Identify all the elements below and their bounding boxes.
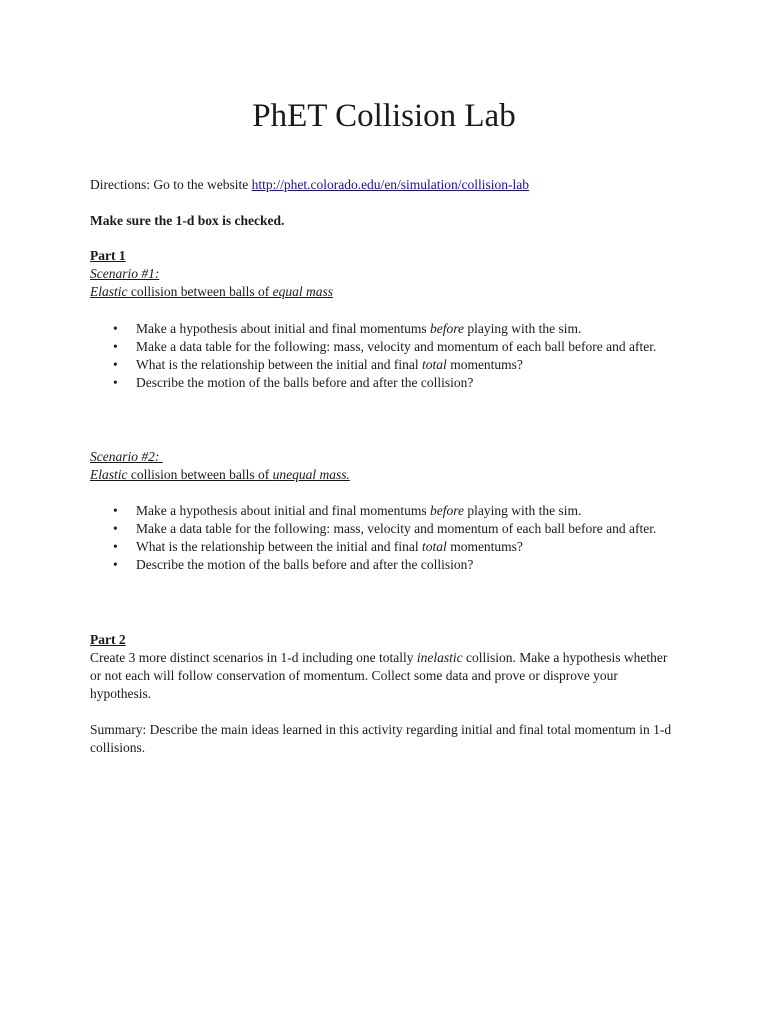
list-item: • Make a data table for the following: mass, velocity and momentum of each ball before and after. <box>90 338 680 356</box>
website-link[interactable]: http://phet.colorado.edu/en/simulation/collision-lab <box>251 177 530 192</box>
scenario2-bullet-list <box>90 502 680 574</box>
list-item: • Make a hypothesis about initial and final momentums before playing with the sim. <box>90 502 680 520</box>
list-item: • What is the relationship between the initial and final total momentums? <box>90 356 680 374</box>
list-item: • Make a data table for the following: mass, velocity and momentum of each ball before and after. <box>90 520 680 538</box>
scenario1-description: Elastic collision between balls of equal mass <box>90 284 333 299</box>
summary-paragraph: Summary: Describe the main ideas learned in this activity regarding initial and final total momentum in 1-d collisions. <box>90 722 672 755</box>
part1-heading: Part 1 <box>90 248 126 263</box>
part2-heading: Part 2 <box>90 632 126 647</box>
scenario2-label: Scenario #2: <box>90 449 163 464</box>
scenario1-bullet-list <box>90 320 680 392</box>
list-item: • Make a hypothesis about initial and final momentums before playing with the sim. <box>90 320 680 338</box>
list-item: • What is the relationship between the initial and final total momentums? <box>90 538 680 556</box>
part2-paragraph: Create 3 more distinct scenarios in 1-d including one totally inelastic collision. Make a hypothesis whether or not each will follow conservation of momentum. Collect some data and prove or disprove your hypothesis. <box>90 650 668 701</box>
list-item: • Describe the motion of the balls before and after the collision? <box>90 556 680 574</box>
directions-text: Directions: Go to the website <box>90 177 252 192</box>
list-item: • Describe the motion of the balls before and after the collision? <box>90 374 680 392</box>
directions-line <box>90 176 680 194</box>
checkbox-note: Make sure the 1-d box is checked. <box>90 213 285 228</box>
page-title: PhET Collision Lab <box>252 98 516 134</box>
scenario2-description: Elastic collision between balls of unequal mass. <box>90 467 350 482</box>
scenario1-label: Scenario #1: <box>90 266 160 281</box>
